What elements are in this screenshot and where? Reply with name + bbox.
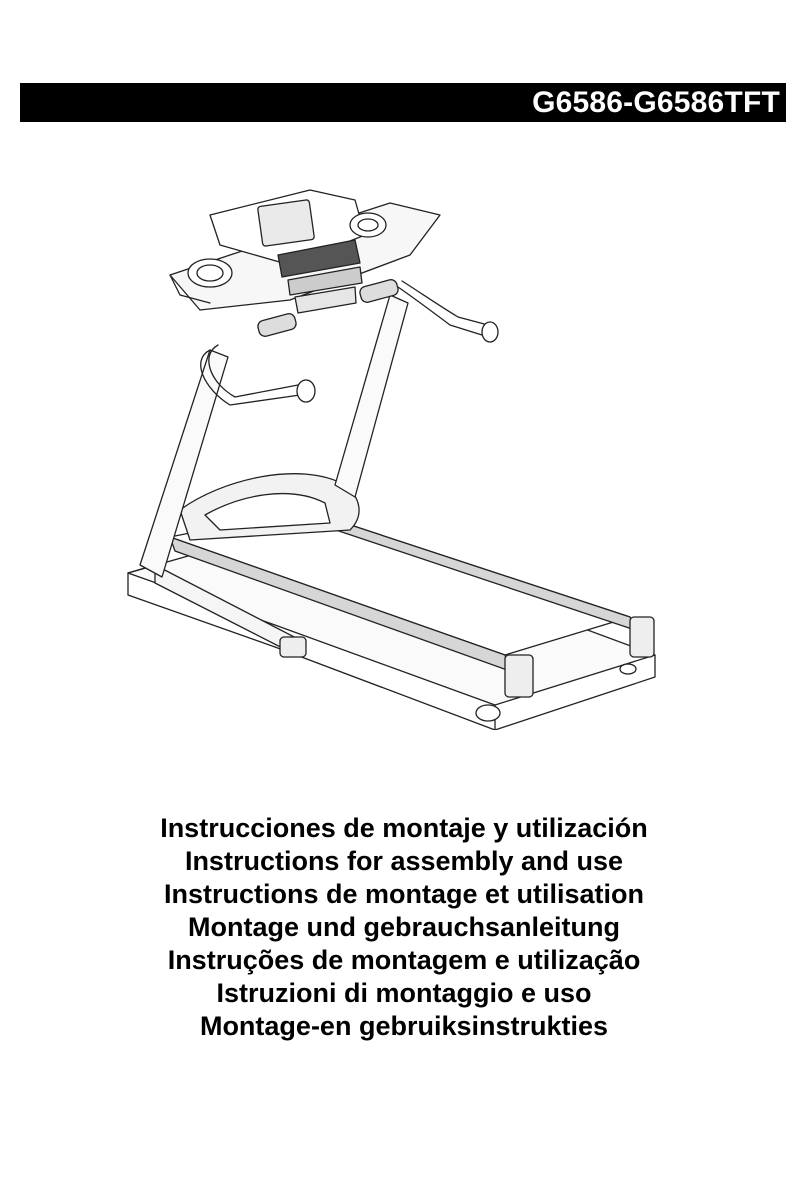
title-english: Instructions for assembly and use	[184, 846, 624, 876]
model-code: G6586-G6586TFT	[532, 86, 780, 119]
manual-titles	[0, 812, 808, 1043]
title-dutch: Montage-en gebruiksinstrukties	[199, 1011, 609, 1041]
treadmill-icon	[110, 185, 680, 730]
title-spanish: Instrucciones de montaje y utilización	[160, 813, 648, 843]
title-portuguese: Instruções de montagem e utilização	[167, 945, 641, 975]
title-italian: Istruzioni di montaggio e uso	[216, 978, 592, 1008]
model-title-bar	[20, 83, 786, 122]
title-german: Montage und gebrauchsanleitung	[187, 912, 620, 942]
title-french: Instructions de montage et utilisation	[163, 879, 645, 909]
